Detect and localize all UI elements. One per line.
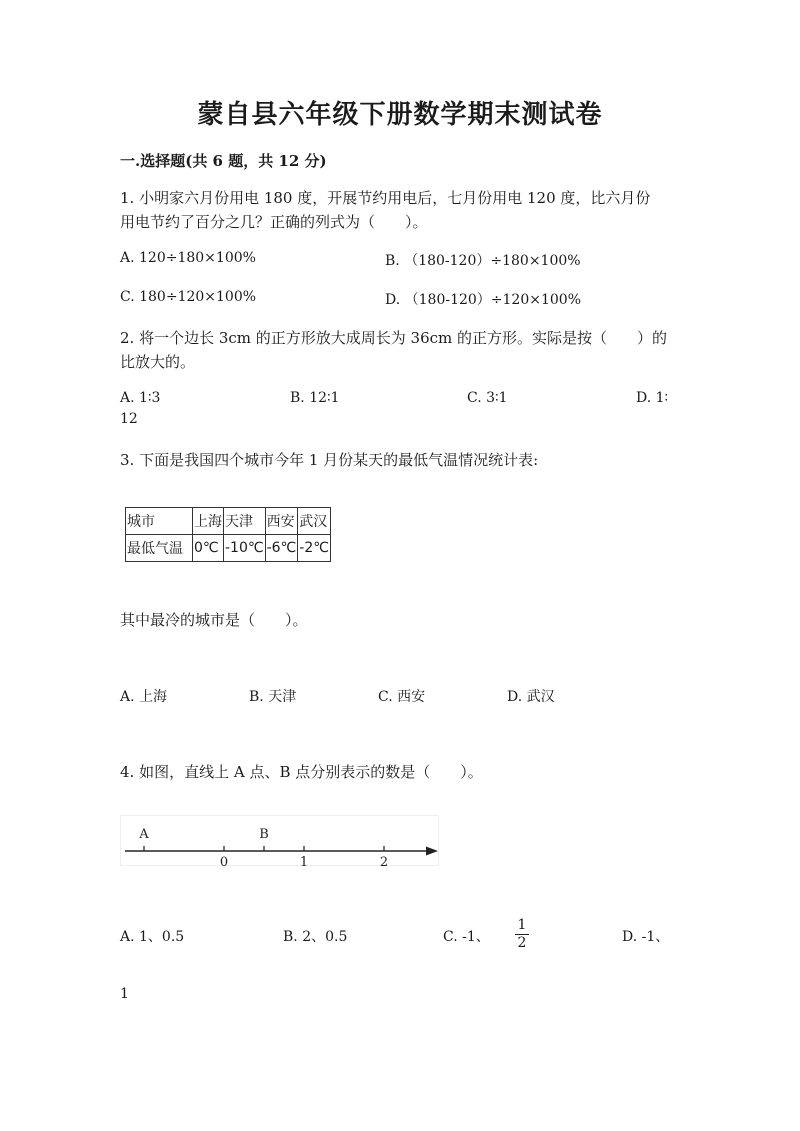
q1-option-c[interactable]: C. 180÷120×100% bbox=[120, 289, 257, 305]
table-cell: 0℃ bbox=[193, 535, 224, 562]
q1-text-line2: 用电节约了百分之几？正确的列式为（ ）。 bbox=[120, 213, 428, 231]
q1-option-a[interactable]: A. 120÷180×100% bbox=[120, 250, 256, 266]
q3-option-b[interactable]: B. 天津 bbox=[249, 689, 297, 705]
table-cell: 最低气温 bbox=[126, 535, 193, 562]
q3-option-a[interactable]: A. 上海 bbox=[120, 689, 168, 705]
q2-option-d[interactable]: D. 1∶ bbox=[636, 390, 669, 406]
table-cell: 城市 bbox=[126, 508, 193, 535]
number-line bbox=[120, 815, 445, 870]
tick-label: 1 bbox=[299, 855, 309, 870]
q4-option-b[interactable]: B. 2、0.5 bbox=[283, 929, 348, 945]
table-cell: -10℃ bbox=[224, 535, 266, 562]
q2-option-d-wrap: 12 bbox=[120, 411, 138, 427]
q3-option-d[interactable]: D. 武汉 bbox=[507, 689, 555, 705]
q4-option-a[interactable]: A. 1、0.5 bbox=[120, 929, 185, 945]
temperature-table bbox=[125, 507, 331, 562]
table-row bbox=[126, 535, 331, 562]
section-heading: 一.选择题(共 6 题，共 12 分) bbox=[120, 152, 327, 170]
q2-option-b[interactable]: B. 12∶1 bbox=[290, 390, 340, 406]
q4-option-d[interactable]: D. -1、 bbox=[622, 929, 670, 945]
q3-question: 其中最冷的城市是（ ）。 bbox=[120, 611, 308, 629]
point-label: B bbox=[259, 827, 269, 842]
fraction-numerator: 1 bbox=[517, 917, 527, 933]
q3-option-c[interactable]: C. 西安 bbox=[378, 689, 426, 705]
q2-text-line1: 2. 将一个边长 3cm 的正方形放大成周长为 36cm 的正方形。实际是按（ ）的 bbox=[120, 329, 668, 347]
table-cell: 武汉 bbox=[298, 508, 331, 535]
q1-option-d[interactable]: D. （180-120）÷120×100% bbox=[385, 292, 582, 308]
q1-text-line1: 1. 小明家六月份用电 180 度，开展节约用电后，七月份用电 120 度，比六月份 bbox=[120, 189, 651, 207]
table-cell: 天津 bbox=[224, 508, 266, 535]
table-cell: -2℃ bbox=[298, 535, 331, 562]
q4-option-c-fraction bbox=[515, 918, 529, 951]
table-cell: 上海 bbox=[193, 508, 224, 535]
table-header-row bbox=[126, 508, 331, 535]
q2-option-a[interactable]: A. 1∶3 bbox=[120, 390, 161, 406]
table-cell: 西安 bbox=[265, 508, 298, 535]
tick-label: 0 bbox=[219, 855, 229, 870]
q1-option-b[interactable]: B. （180-120）÷180×100% bbox=[385, 253, 581, 269]
q3-text: 3. 下面是我国四个城市今年 1 月份某天的最低气温情况统计表: bbox=[120, 451, 539, 469]
point-label: A bbox=[139, 827, 149, 842]
page-title: 蒙自县六年级下册数学期末测试卷 bbox=[197, 100, 603, 130]
number-line-frame bbox=[121, 816, 439, 866]
fraction-denominator: 2 bbox=[517, 935, 527, 951]
q4-text: 4. 如图，直线上 A 点、B 点分别表示的数是（ ）。 bbox=[120, 763, 483, 781]
q4-option-c[interactable]: C. -1、 bbox=[443, 929, 490, 945]
q4-option-d-wrap: 1 bbox=[120, 986, 129, 1002]
tick-label: 2 bbox=[379, 855, 389, 870]
q2-option-c[interactable]: C. 3∶1 bbox=[467, 390, 508, 406]
q2-text-line2: 比放大的。 bbox=[120, 353, 196, 371]
table-cell: -6℃ bbox=[265, 535, 298, 562]
